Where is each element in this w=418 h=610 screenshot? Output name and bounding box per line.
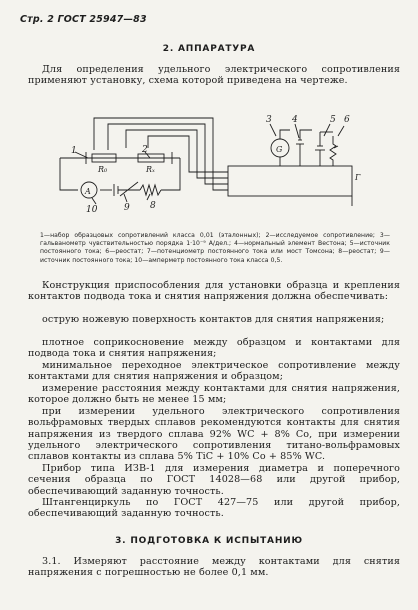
paragraph-7: Прибор типа ИЗВ-1 для измерения диаметра и поперечного сечения образца по ГОСТ 14028—68 или другой прибор, обеспечивающий заданную точность.	[28, 463, 400, 497]
diagram-label-1: 1	[71, 146, 77, 156]
diagram-label-9: 9	[124, 203, 130, 213]
paragraph-2: острую ножевую поверхность контактов для снятия напряжения;	[42, 314, 385, 325]
paragraph-4: минимальное переходное электрическое сопротивление между контактами для снятия напряжения и образцом;	[28, 360, 400, 383]
paragraph-1: Конструкция приспособления для установки образца и крепления контактов подвода тока и снятия напряжения должна обеспечивать:	[28, 280, 400, 303]
circuit-diagram	[0, 100, 418, 232]
diagram-label-6: 6	[344, 115, 350, 125]
page-header: Стр. 2 ГОСТ 25947—83	[20, 14, 147, 25]
diagram-label-box: Г	[355, 173, 361, 182]
paragraph-8: Штангенциркуль по ГОСТ 427—75 или другой прибор, обеспечивающий заданную точность.	[28, 497, 400, 520]
paragraph-3: плотное соприкосновение между образцом и контактами для подвода тока и снятия напряжения;	[28, 337, 400, 360]
diagram-label-a: A	[85, 187, 91, 196]
diagram-label-rx: Rₓ	[146, 165, 155, 174]
diagram-label-2: 2	[142, 145, 148, 155]
section-3-title: 3. ПОДГОТОВКА К ИСПЫТАНИЮ	[115, 536, 303, 546]
diagram-label-4: 4	[292, 115, 298, 125]
diagram-label-5: 5	[330, 115, 336, 125]
diagram-label-r0: R₀	[98, 165, 108, 174]
diagram-label-3: 3	[266, 115, 272, 125]
section-2-title: 2. АППАРАТУРА	[162, 44, 256, 54]
section-2-intro: Для определения удельного электрического сопротивления применяют установку, схема которой приведена на чертеже.	[28, 64, 400, 87]
diagram-label-8: 8	[150, 201, 156, 211]
paragraph-5: измерение расстояния между контактами для снятия напряжения, которое должно быть не менее 15 мм;	[28, 383, 400, 406]
diagram-label-10: 10	[86, 205, 98, 215]
diagram-label-g: G	[276, 145, 283, 154]
figure-caption: 1—набор образцовых сопротивлений класса 0,01 (эталонных); 2—исследуемое сопротивление; 3—гальванометр чувствительностью порядка 1·10⁻⁹ А/дел.; 4—нормальный элемент Вестона; 5—источник постоянного тока; 6—реостат; 7—потенциометр постоянного тока или мост Томсона; 8—реостат; 9—источник постоянного тока; 10—амперметр постоянного тока класса 0,5.	[40, 232, 390, 264]
section-3-paragraph-1: 3.1. Измеряют расстояние между контактами для снятия напряжения с погрешностью не более 0,1 мм.	[28, 556, 400, 579]
paragraph-6: при измерении удельного электрического сопротивления вольфрамовых твердых сплавов рекомендуются контакты для снятия напряжения из твердого сплава 92% WC + 8% Co, при измерении удельного электрического сопротивления титано-вольфрамовых сплавов контакты из сплава 5% TiC + 10% Co + 85% WC.	[28, 406, 400, 463]
